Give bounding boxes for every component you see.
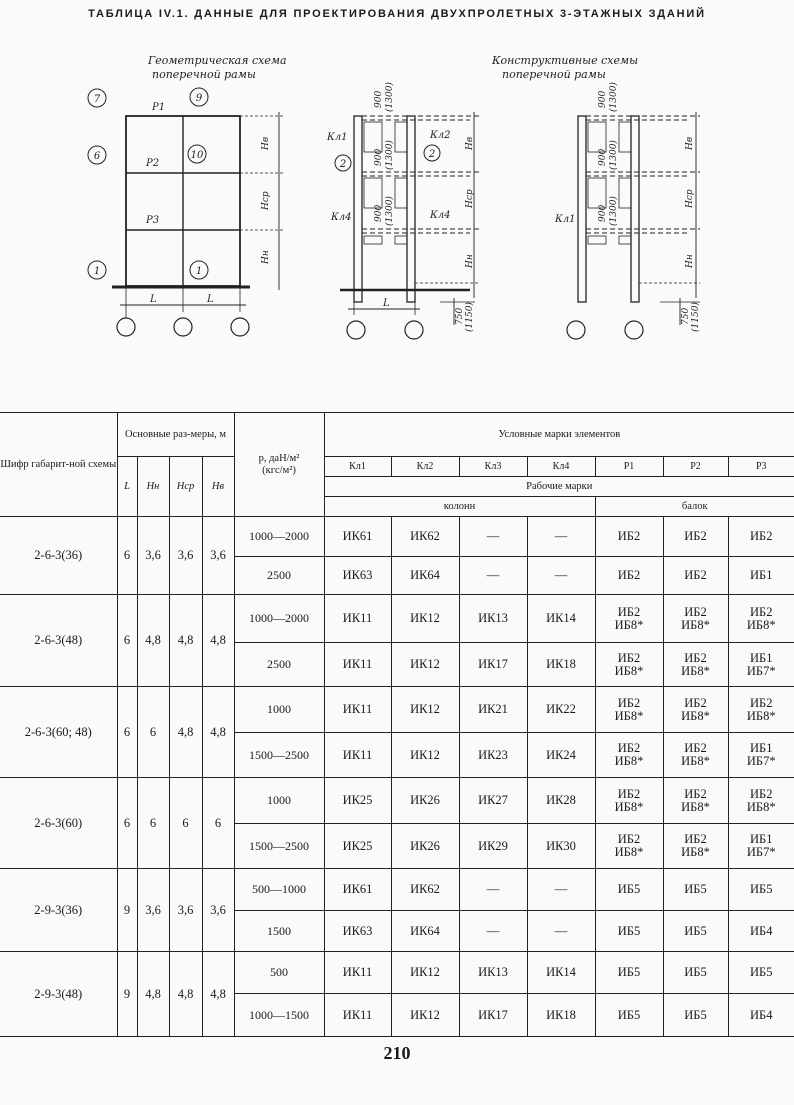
node-number: 1 <box>195 266 203 277</box>
beam-mark-line: ИБ2 <box>617 741 641 755</box>
beam-mark-cell <box>595 557 663 595</box>
beam-mark-cell <box>663 687 728 733</box>
beam-mark-line: ИБ5 <box>750 882 773 896</box>
span-L-cell: 9 <box>117 869 137 952</box>
beam-mark-cell <box>595 595 663 643</box>
column-label: Кл1 <box>327 132 348 143</box>
beam-mark-line: ИБ5 <box>684 1007 707 1022</box>
beam-mark-cell <box>728 869 794 911</box>
beam-mark-line: ИБ8* <box>681 708 710 723</box>
structural-caption-line1: Конструктивные схемы <box>492 54 639 67</box>
beam-mark-cell <box>595 911 663 952</box>
column-mark-cell: ИК61 <box>324 517 391 557</box>
load-cell: 1000—2000 <box>234 517 324 557</box>
beam-mark-cell <box>663 952 728 994</box>
beam-mark-cell <box>728 595 794 643</box>
page-title: ТАБЛИЦА IV.1. ДАННЫЕ ДЛЯ ПРОЕКТИРОВАНИЯ ДВУХПРОЛЕТНЫХ 3-ЭТАЖНЫХ ЗДАНИЙ <box>88 8 706 20</box>
column-mark-cell: ИК26 <box>391 778 459 824</box>
geometric-caption-line1: Геометрическая схема <box>148 54 287 67</box>
beam-mark-cell <box>728 824 794 869</box>
column-mark-cell: ИК24 <box>527 733 595 778</box>
beam-mark-line: ИБ8* <box>614 708 644 723</box>
beam-mark-line: ИБ2 <box>617 604 641 619</box>
node-number: 6 <box>93 151 101 162</box>
beam-mark-line: ИБ8* <box>746 708 776 723</box>
column-mark-cell: ИК11 <box>324 994 391 1037</box>
column-label: Кл1 <box>555 214 576 225</box>
beam-mark-line: ИБ8* <box>681 754 710 768</box>
span-L-cell: 6 <box>117 778 137 869</box>
column-mark-cell: ИК26 <box>391 824 459 869</box>
beam-mark-line: ИБ2 <box>684 650 707 665</box>
beam-label-p1: P1 <box>152 102 166 113</box>
column-mark-cell: ИК14 <box>527 952 595 994</box>
table-row <box>0 778 794 824</box>
node-number: 9 <box>195 93 203 104</box>
beam-mark-line: ИБ1 <box>750 741 773 755</box>
dim-1150: (1150) <box>691 302 701 332</box>
header-load-line1: p, даН/м² <box>258 452 300 464</box>
node-number: 10 <box>190 150 204 161</box>
dim-900: 900 <box>598 90 608 108</box>
dim-900: 900 <box>374 90 384 108</box>
column-mark-cell: ИК12 <box>391 994 459 1037</box>
column-mark-cell: ИК29 <box>459 824 527 869</box>
column-mark-cell: ИК11 <box>324 643 391 687</box>
dim-1150: (1150) <box>465 302 475 332</box>
structural-scheme-1 <box>335 112 480 339</box>
circle-number: 2 <box>339 159 347 170</box>
beam-mark-line: ИБ2 <box>617 568 641 582</box>
beam-mark-line: ИБ8* <box>614 754 644 768</box>
beam-mark-line: ИБ8* <box>614 845 644 859</box>
column-mark-cell: ИК22 <box>527 687 595 733</box>
column-mark-cell: ИК25 <box>324 778 391 824</box>
beam-mark-line: ИБ7* <box>746 845 776 859</box>
column-mark-cell: ИК63 <box>324 557 391 595</box>
mark-kl1: Кл1 <box>324 457 391 477</box>
beam-mark-cell <box>663 994 728 1037</box>
beam-mark-line: ИБ2 <box>684 786 707 801</box>
column-mark-cell: ИК62 <box>391 517 459 557</box>
beam-mark-line: ИБ5 <box>684 923 707 938</box>
beam-label-p3: P3 <box>146 215 160 226</box>
span-L-cell: 6 <box>117 595 137 687</box>
height-Hsr-cell: 4,8 <box>169 687 202 778</box>
beam-mark-cell <box>663 595 728 643</box>
column-mark-cell: ИК25 <box>324 824 391 869</box>
beam-mark-cell <box>663 557 728 595</box>
dim-1300: (1300) <box>609 82 619 112</box>
height-label-low: Нн <box>685 254 695 268</box>
dim-750: 750 <box>455 307 465 325</box>
beam-mark-line: ИБ2 <box>617 786 641 801</box>
beam-mark-cell <box>663 778 728 824</box>
column-mark-cell: ИК11 <box>324 733 391 778</box>
beam-mark-line: ИБ8* <box>746 799 776 814</box>
header-work-marks: Рабочие марки <box>324 477 794 497</box>
column-mark-cell: ИК13 <box>459 952 527 994</box>
header-Hv: Нв <box>202 457 234 517</box>
dim-1300: (1300) <box>609 140 619 170</box>
beam-mark-line: ИБ8* <box>614 617 644 632</box>
load-cell: 1500 <box>234 911 324 952</box>
beam-mark-cell <box>728 687 794 733</box>
node-number: 1 <box>93 266 101 277</box>
table-row <box>0 687 794 733</box>
beam-mark-cell <box>595 517 663 557</box>
height-label-mid: Нср <box>261 191 271 210</box>
beam-mark-cell <box>728 911 794 952</box>
column-mark-cell: ИК12 <box>391 595 459 643</box>
height-label-top: Нв <box>685 136 695 150</box>
beam-mark-cell <box>663 869 728 911</box>
beam-mark-line: ИБ2 <box>684 529 707 543</box>
column-mark-cell: ИК28 <box>527 778 595 824</box>
mark-kl4: Кл4 <box>527 457 595 477</box>
column-mark-cell: ИК11 <box>324 952 391 994</box>
dim-900: 900 <box>598 204 608 222</box>
dim-750: 750 <box>681 307 691 325</box>
beam-mark-line: ИБ2 <box>750 529 773 543</box>
load-cell: 500—1000 <box>234 869 324 911</box>
height-label-low: Нн <box>261 250 271 264</box>
height-Hsr-cell: 3,6 <box>169 869 202 952</box>
beam-mark-line: ИБ7* <box>746 663 776 678</box>
beam-mark-cell <box>595 869 663 911</box>
mark-kl3: Кл3 <box>459 457 527 477</box>
beam-mark-line: ИБ2 <box>684 695 707 710</box>
scheme-code-cell: 2-9-3(36) <box>0 869 117 952</box>
beam-mark-cell <box>595 952 663 994</box>
column-mark-cell: ИК17 <box>459 994 527 1037</box>
dim-900: 900 <box>374 148 384 166</box>
column-mark-cell: ИК18 <box>527 994 595 1037</box>
header-dims-text: Основные раз-меры, м <box>124 428 227 440</box>
height-Hn-cell: 6 <box>137 778 169 869</box>
height-Hn-cell: 3,6 <box>137 517 169 595</box>
column-mark-cell: ИК30 <box>527 824 595 869</box>
height-Hv-cell: 3,6 <box>202 869 234 952</box>
dim-1300: (1300) <box>385 196 395 226</box>
load-cell: 500 <box>234 952 324 994</box>
height-Hn-cell: 4,8 <box>137 595 169 687</box>
height-Hsr-cell: 4,8 <box>169 952 202 1037</box>
beam-mark-line: ИБ5 <box>617 882 641 896</box>
span-L-cell: 6 <box>117 517 137 595</box>
beam-mark-line: ИБ8* <box>681 663 710 678</box>
beam-label-p2: P2 <box>146 158 160 169</box>
beam-mark-line: ИБ2 <box>617 650 641 665</box>
header-columns: колонн <box>324 497 595 517</box>
height-Hv-cell: 4,8 <box>202 595 234 687</box>
span-label: L <box>383 298 390 309</box>
column-mark-cell: — <box>459 517 527 557</box>
node-number: 7 <box>93 94 101 105</box>
beam-mark-cell <box>595 733 663 778</box>
column-mark-cell: ИК63 <box>324 911 391 952</box>
table-row <box>0 869 794 911</box>
column-mark-cell: ИК12 <box>391 733 459 778</box>
beam-mark-line: ИБ2 <box>750 695 773 710</box>
header-marks <box>324 413 794 457</box>
column-mark-cell: ИК11 <box>324 595 391 643</box>
height-Hsr-cell: 3,6 <box>169 517 202 595</box>
column-mark-cell: ИК64 <box>391 911 459 952</box>
beam-mark-line: ИБ5 <box>617 923 641 938</box>
load-cell: 1000 <box>234 687 324 733</box>
height-label-low: Нн <box>465 254 475 268</box>
header-code-text: Шифр габарит-ной схемы <box>0 458 117 470</box>
load-cell: 1000—1500 <box>234 994 324 1037</box>
beam-mark-line: ИБ8* <box>681 845 710 859</box>
beam-mark-cell <box>595 994 663 1037</box>
beam-mark-cell <box>663 824 728 869</box>
header-beams: балок <box>595 497 794 517</box>
beam-mark-cell <box>728 994 794 1037</box>
beam-mark-cell <box>595 643 663 687</box>
load-cell: 1500—2500 <box>234 824 324 869</box>
beam-mark-line: ИБ5 <box>684 965 707 979</box>
dim-1300: (1300) <box>609 196 619 226</box>
height-Hn-cell: 3,6 <box>137 869 169 952</box>
beam-mark-line: ИБ5 <box>750 965 773 979</box>
table-row <box>0 517 794 557</box>
dim-900: 900 <box>598 148 608 166</box>
beam-mark-cell <box>728 643 794 687</box>
column-mark-cell: — <box>459 869 527 911</box>
height-Hv-cell: 4,8 <box>202 952 234 1037</box>
dim-1300: (1300) <box>385 140 395 170</box>
span-L-cell: 9 <box>117 952 137 1037</box>
column-mark-cell: ИК61 <box>324 869 391 911</box>
beam-mark-line: ИБ8* <box>681 799 710 814</box>
scheme-code-cell: 2-6-3(60; 48) <box>0 687 117 778</box>
height-Hsr-cell: 4,8 <box>169 595 202 687</box>
header-code <box>0 413 117 517</box>
geometric-scheme <box>88 54 287 336</box>
column-mark-cell: ИК12 <box>391 687 459 733</box>
column-mark-cell: — <box>459 557 527 595</box>
beam-mark-cell <box>663 733 728 778</box>
column-mark-cell: ИК62 <box>391 869 459 911</box>
beam-mark-line: ИБ2 <box>684 604 707 619</box>
beam-mark-line: ИБ2 <box>750 604 773 619</box>
load-cell: 1500—2500 <box>234 733 324 778</box>
beam-mark-cell <box>728 733 794 778</box>
column-mark-cell: — <box>527 911 595 952</box>
design-data-table <box>0 412 794 1037</box>
height-Hv-cell: 3,6 <box>202 517 234 595</box>
mark-kl2: Кл2 <box>391 457 459 477</box>
height-Hv-cell: 6 <box>202 778 234 869</box>
beam-mark-line: ИБ5 <box>684 882 707 896</box>
header-marks-text: Условные марки элементов <box>498 428 621 440</box>
column-mark-cell: ИК11 <box>324 687 391 733</box>
scheme-code-cell: 2-6-3(36) <box>0 517 117 595</box>
beam-mark-line: ИБ2 <box>750 786 773 801</box>
header-load <box>234 413 324 517</box>
column-label: Кл4 <box>430 210 451 221</box>
beam-mark-cell <box>663 643 728 687</box>
page-number: 210 <box>383 1043 411 1063</box>
load-cell: 2500 <box>234 643 324 687</box>
column-mark-cell: — <box>527 517 595 557</box>
beam-mark-cell <box>663 517 728 557</box>
beam-mark-cell <box>728 952 794 994</box>
column-mark-cell: ИК64 <box>391 557 459 595</box>
beam-mark-line: ИБ1 <box>750 568 773 582</box>
column-mark-cell: ИК21 <box>459 687 527 733</box>
height-label-mid: Нср <box>685 189 695 208</box>
beam-mark-line: ИБ8* <box>746 617 776 632</box>
load-cell: 2500 <box>234 557 324 595</box>
beam-mark-line: ИБ2 <box>617 529 641 543</box>
beam-mark-line: ИБ8* <box>681 617 710 632</box>
header-dims <box>117 413 234 457</box>
table-row <box>0 595 794 643</box>
beam-mark-cell <box>595 687 663 733</box>
header-Hn: Нн <box>137 457 169 517</box>
span-label: L <box>207 294 214 305</box>
mark-p3: P3 <box>728 457 794 477</box>
column-mark-cell: — <box>527 557 595 595</box>
span-label: L <box>150 294 157 305</box>
column-mark-cell: ИК17 <box>459 643 527 687</box>
column-mark-cell: ИК23 <box>459 733 527 778</box>
beam-mark-line: ИБ1 <box>750 650 773 665</box>
beam-mark-line: ИБ1 <box>750 832 773 846</box>
beam-mark-line: ИБ2 <box>684 832 707 846</box>
column-mark-cell: — <box>527 869 595 911</box>
beam-mark-line: ИБ2 <box>617 832 641 846</box>
beam-mark-line: ИБ8* <box>614 799 644 814</box>
column-label: Кл2 <box>430 130 451 141</box>
circle-number: 2 <box>428 149 436 160</box>
beam-mark-line: ИБ8* <box>614 663 644 678</box>
beam-mark-cell <box>595 778 663 824</box>
column-mark-cell: — <box>459 911 527 952</box>
column-mark-cell: ИК18 <box>527 643 595 687</box>
scheme-code-cell: 2-9-3(48) <box>0 952 117 1037</box>
dim-900: 900 <box>374 204 384 222</box>
height-Hn-cell: 6 <box>137 687 169 778</box>
beam-mark-cell <box>728 557 794 595</box>
height-Hsr-cell: 6 <box>169 778 202 869</box>
beam-mark-line: ИБ2 <box>684 741 707 755</box>
scheme-code-cell: 2-6-3(48) <box>0 595 117 687</box>
beam-mark-cell <box>728 517 794 557</box>
frame-diagrams <box>0 0 794 400</box>
height-label-mid: Нср <box>465 189 475 208</box>
height-Hv-cell: 4,8 <box>202 687 234 778</box>
table-row <box>0 952 794 994</box>
column-mark-cell: ИК27 <box>459 778 527 824</box>
beam-mark-cell <box>728 778 794 824</box>
mark-p1: P1 <box>595 457 663 477</box>
column-label: Кл4 <box>331 212 352 223</box>
column-mark-cell: ИК12 <box>391 643 459 687</box>
column-mark-cell: ИК12 <box>391 952 459 994</box>
beam-mark-line: ИБ2 <box>617 695 641 710</box>
geometric-caption-line2: поперечной рамы <box>152 68 256 81</box>
column-mark-cell: ИК14 <box>527 595 595 643</box>
header-L: L <box>117 457 137 517</box>
structural-caption-line2: поперечной рамы <box>502 68 606 81</box>
load-cell: 1000 <box>234 778 324 824</box>
beam-mark-line: ИБ7* <box>746 754 776 768</box>
beam-mark-line: ИБ5 <box>617 965 641 979</box>
mark-p2: P2 <box>663 457 728 477</box>
height-Hn-cell: 4,8 <box>137 952 169 1037</box>
header-load-line2: (кгс/м²) <box>262 464 296 476</box>
beam-mark-cell <box>595 824 663 869</box>
dim-1300: (1300) <box>385 82 395 112</box>
beam-mark-line: ИБ2 <box>684 568 707 582</box>
scheme-code-cell: 2-6-3(60) <box>0 778 117 869</box>
header-Hsr: Нср <box>169 457 202 517</box>
span-L-cell: 6 <box>117 687 137 778</box>
structural-scheme-2 <box>567 112 700 339</box>
beam-mark-cell <box>663 911 728 952</box>
beam-mark-line: ИБ4 <box>750 923 773 938</box>
column-mark-cell: ИК13 <box>459 595 527 643</box>
height-label-top: Нв <box>261 136 271 150</box>
load-cell: 1000—2000 <box>234 595 324 643</box>
beam-mark-line: ИБ4 <box>750 1007 773 1022</box>
height-label-top: Нв <box>465 136 475 150</box>
beam-mark-line: ИБ5 <box>617 1007 641 1022</box>
